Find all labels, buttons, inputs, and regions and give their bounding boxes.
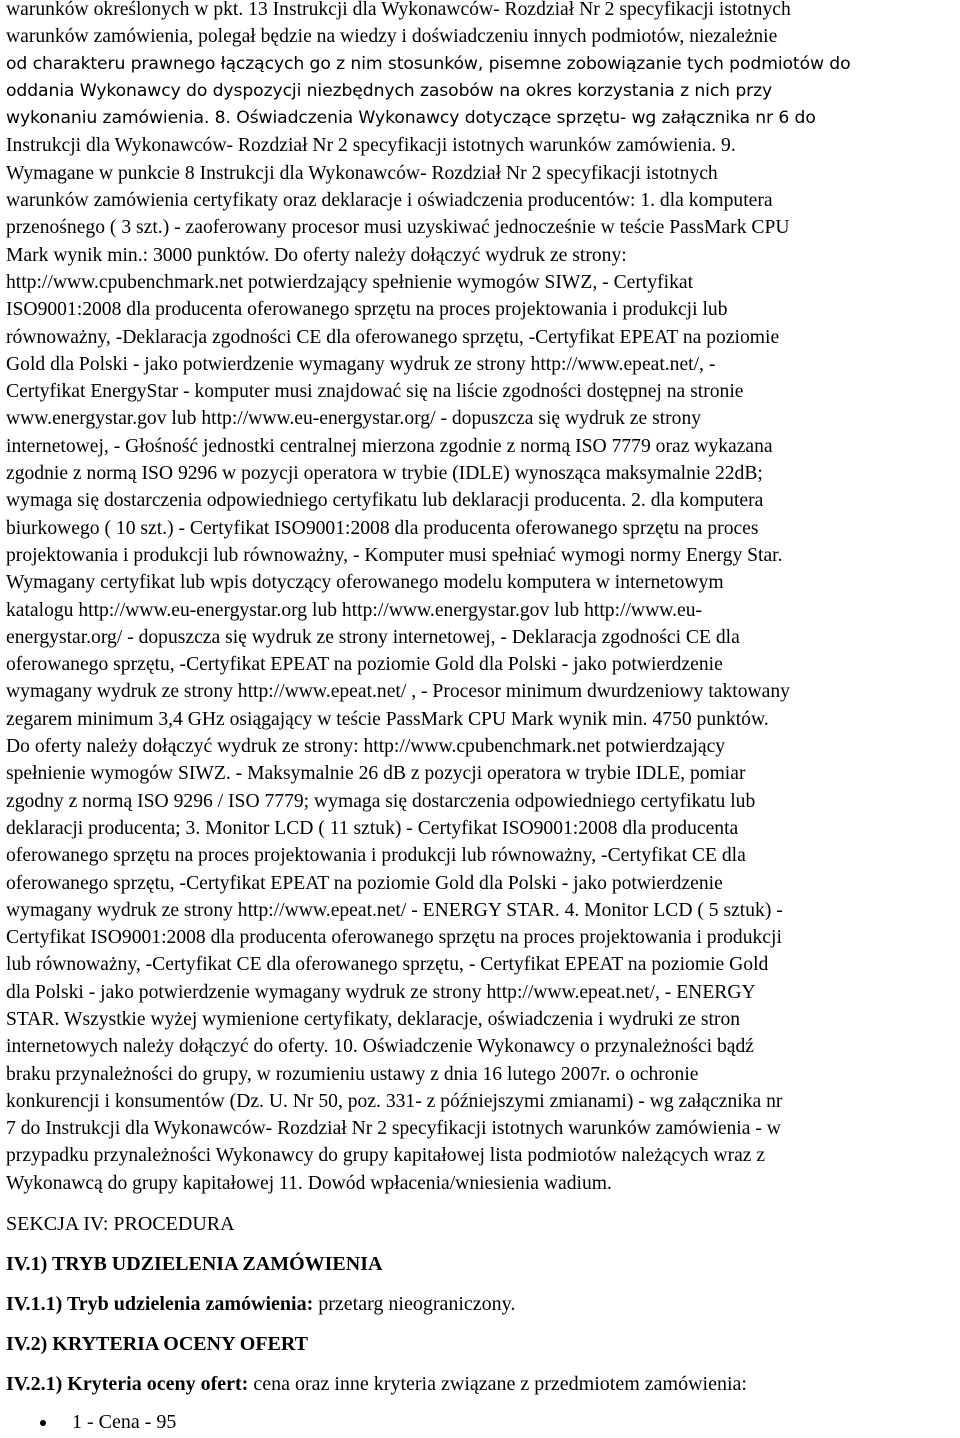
field-iv1-1 [6,1291,958,1317]
body-line: katalogu http://www.eu-energystar.org lub http://www.energystar.gov lub http://www.eu- [6,599,703,621]
field-iv2-1 [6,1371,958,1397]
body-line: internetowych należy dołączyć do oferty. 10. Oświadczenie Wykonawcy o przynależności bądź [6,1036,754,1058]
bullet-dot-icon [40,1420,46,1426]
body-line: lub równoważny, -Certyfikat CE dla oferowanego sprzętu, - Certyfikat EPEAT na poziomie Gold [6,954,769,976]
body-line: Wymagany certyfikat lub wpis dotyczący oferowanego modelu komputera w internetowym [6,572,724,594]
body-line: warunków określonych w pkt. 13 Instrukcji dla Wykonawców- Rozdział Nr 2 specyfikacji istotnych [6,0,791,20]
field-iv2-1-value: cena oraz inne kryteria związane z przedmiotem zamówienia: [248,1373,747,1396]
body-line: projektowania i produkcji lub równoważny, - Komputer musi spełniać wymogi normy Energy Star. [6,544,783,566]
heading-iv2: IV.2) KRYTERIA OCENY OFERT [6,1333,308,1356]
body-line: oferowanego sprzętu, -Certyfikat EPEAT na poziomie Gold dla Polski - jako potwierdzenie [6,654,723,676]
body-line: Mark wynik min.: 3000 punktów. Do oferty należy dołączyć wydruk ze strony: [6,244,627,266]
criteria-item [6,1409,958,1435]
body-line: zegarem minimum 3,4 GHz osiągający w teście PassMark CPU Mark wynik min. 4750 punktów. [6,708,769,730]
body-line: braku przynależności do grupy, w rozumieniu ustawy z dnia 16 lutego 2007r. o ochronie [6,1063,699,1085]
body-line: Wymagane w punkcie 8 Instrukcji dla Wykonawców- Rozdział Nr 2 specyfikacji istotnych [6,162,718,184]
criteria-list [6,1409,958,1435]
heading-iv1: IV.1) TRYB UDZIELENIA ZAMÓWIENIA [6,1253,383,1276]
body-line: zgodnie z normą ISO 9296 w pozycji operatora w trybie (IDLE) wynosząca maksymalnie 22dB; [6,463,763,485]
body-line: wykonaniu zamówienia. 8. Oświadczenia Wykonawcy dotyczące sprzętu- wg załącznika nr 6 do [6,108,816,129]
body-line: przypadku przynależności Wykonawcy do grupy kapitałowej lista podmiotów należących wraz z [6,1145,766,1167]
body-line: wymaga się dostarczenia odpowiedniego certyfikatu lub deklaracji producenta. 2. dla komputera [6,490,764,512]
document-page [6,0,958,1435]
body-line: http://www.cpubenchmark.net potwierdzający spełnienie wymogów SIWZ, - Certyfikat [6,271,694,293]
body-line: Gold dla Polski - jako potwierdzenie wymagany wydruk ze strony http://www.epeat.net/, - [6,353,716,375]
body-line: 7 do Instrukcji dla Wykonawców- Rozdział Nr 2 specyfikacji istotnych warunków zamówienia - w [6,1118,781,1140]
body-line: warunków zamówienia certyfikaty oraz deklaracje i oświadczenia producentów: 1. dla komputera [6,190,773,212]
body-line: Do oferty należy dołączyć wydruk ze strony: http://www.cpubenchmark.net potwierdzający [6,736,726,758]
body-line: Wykonawcą do grupy kapitałowej 11. Dowód wpłacenia/wniesienia wadium. [6,1172,612,1194]
body-line: ISO9001:2008 dla producenta oferowanego sprzętu na proces projektowania i produkcji lub [6,299,728,321]
body-paragraph [6,0,958,1197]
body-line: warunków zamówienia, polegał będzie na wiedzy i doświadczeniu innych podmiotów, niezależnie [6,26,778,48]
body-line: przenośnego ( 3 szt.) - zaoferowany procesor musi uzyskiwać jednocześnie w teście PassMark CPU [6,217,790,239]
body-line: wymagany wydruk ze strony http://www.epeat.net/ , - Procesor minimum dwurdzeniowy taktowany [6,681,790,703]
body-line: internetowej, - Głośność jednostki centralnej mierzona zgodnie z normą ISO 7779 oraz wykazana [6,435,773,457]
body-line: wymagany wydruk ze strony http://www.epeat.net/ - ENERGY STAR. 4. Monitor LCD ( 5 sztuk) - [6,899,783,921]
body-line: deklaracji producenta; 3. Monitor LCD ( 11 sztuk) - Certyfikat ISO9001:2008 dla producenta [6,817,739,839]
body-line: równoważny, -Deklaracja zgodności CE dla oferowanego sprzętu, -Certyfikat EPEAT na poziomie [6,326,780,348]
body-line: Certyfikat ISO9001:2008 dla producenta oferowanego sprzętu na proces projektowania i produkcji [6,927,782,949]
body-line: zgodny z normą ISO 9296 / ISO 7779; wymaga się dostarczenia odpowiedniego certyfikatu lub [6,790,756,812]
body-line: oddania Wykonawcy do dyspozycji niezbędnych zasobów na okres korzystania z nich przy [6,80,773,101]
criteria-item-text: 1 - Cena - 95 [72,1411,177,1434]
body-line: STAR. Wszystkie wyżej wymienione certyfikaty, deklaracje, oświadczenia i wydruki ze stron [6,1008,741,1030]
body-line: dla Polski - jako potwierdzenie wymagany wydruk ze strony http://www.epeat.net/, - ENERGY [6,981,756,1003]
section-title: SEKCJA IV: PROCEDURA [6,1213,235,1236]
body-line: Certyfikat EnergyStar - komputer musi znajdować się na liście zgodności dostępnej na stronie [6,381,744,403]
body-line: www.energystar.gov lub http://www.eu-energystar.org/ - dopuszcza się wydruk ze strony [6,408,702,430]
body-line: spełnienie wymogów SIWZ. - Maksymalnie 26 dB z pozycji operatora w trybie IDLE, pomiar [6,763,746,785]
field-iv1-1-value: przetarg nieograniczony. [313,1293,516,1316]
body-line: oferowanego sprzętu na proces projektowania i produkcji lub równoważny, -Certyfikat CE dla [6,845,746,867]
body-line: oferowanego sprzętu, -Certyfikat EPEAT na poziomie Gold dla Polski - jako potwierdzenie [6,872,723,894]
body-line: konkurencji i konsumentów (Dz. U. Nr 50, poz. 331- z późniejszymi zmianami) - wg załącznika nr [6,1090,783,1112]
body-line: od charakteru prawnego łączących go z nim stosunków, pisemne zobowiązanie tych podmiotów do [6,53,851,74]
body-line: energystar.org/ - dopuszcza się wydruk ze strony internetowej, - Deklaracja zgodności CE dla [6,626,740,648]
field-iv1-1-label: IV.1.1) Tryb udzielenia zamówienia: [6,1293,314,1316]
body-line: Instrukcji dla Wykonawców- Rozdział Nr 2 specyfikacji istotnych warunków zamówienia. 9. [6,135,736,157]
body-line: biurkowego ( 10 szt.) - Certyfikat ISO9001:2008 dla producenta oferowanego sprzętu na proces [6,517,759,539]
field-iv2-1-label: IV.2.1) Kryteria oceny ofert: [6,1373,249,1396]
